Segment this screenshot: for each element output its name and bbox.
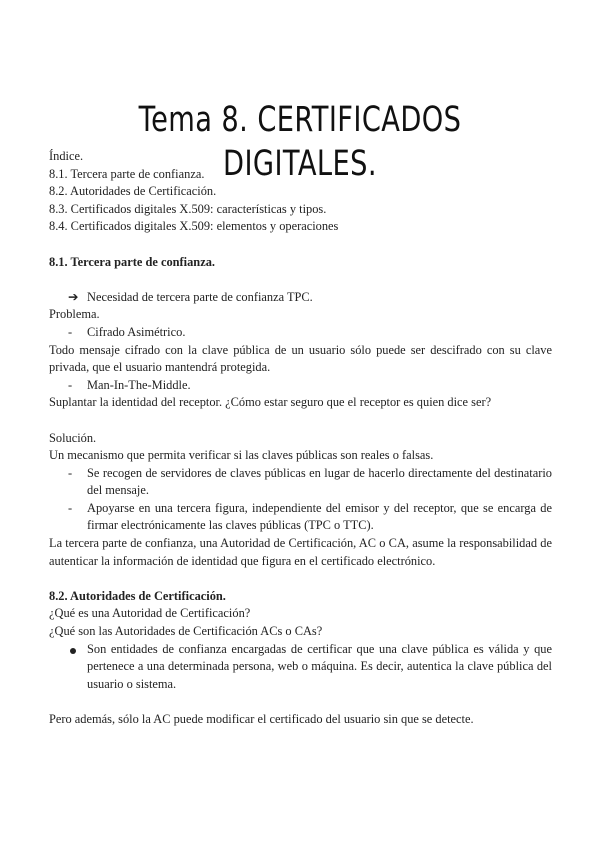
index-item: 8.1. Tercera parte de confianza. [49,166,205,181]
bullet-item-text: Son entidades de confianza encargadas de certificar que una clave pública es válida y que pertenece a una determinada persona, web o máquina. Es decir, autentica la clave pública del usuario o sistema. [87,641,552,691]
bullet-list-item [49,641,552,694]
bullet-icon [70,648,76,654]
problem-paragraph: Todo mensaje cifrado con la clave pública de un usuario sólo puede ser descifrado con su clave privada, que el usuario mantendrá protegida. [49,342,552,375]
question: ¿Qué son las Autoridades de Certificación ACs o CAs? [49,624,323,639]
dash-icon: - [68,500,73,515]
question: ¿Qué es una Autoridad de Certificación? [49,606,251,621]
index-item: 8.2. Autoridades de Certificación. [49,184,217,199]
dash-list-item [49,465,552,500]
index-item: 8.4. Certificados digitales X.509: elementos y operaciones [49,219,339,234]
final-paragraph: Pero además, sólo la AC puede modificar el certificado del usuario sin que se detecte. [49,712,474,726]
arrow-list-item [49,289,552,307]
index-item: 8.3. Certificados digitales X.509: características y tipos. [49,201,327,216]
arrow-item-text: Necesidad de tercera parte de confianza TPC. [87,289,313,304]
dash-icon: - [68,377,73,392]
page-title: Tema 8. CERTIFICADOS DIGITALES. [138,100,462,185]
solution-label: Solución. [49,430,97,445]
arrow-icon: ➔ [68,289,79,304]
solution-paragraph: La tercera parte de confianza, una Autoridad de Certificación, AC o CA, asume la responsabilidad de autenticar la información de identidad que figura en el certificado electrónico. [49,536,552,568]
dash-icon: - [68,324,73,339]
dash-list-item [49,500,552,535]
dash-item-text: Man-In-The-Middle. [87,377,191,392]
spacer [49,570,552,588]
spacer [49,236,552,254]
spacer [49,412,552,430]
dash-list-item [49,377,552,395]
dash-icon: - [68,465,73,480]
document-body [49,148,552,729]
spacer [49,271,552,289]
problem-paragraph: Suplantar la identidad del receptor. ¿Cómo estar seguro que el receptor es quien dice ser? [49,395,492,410]
spacer [49,693,552,711]
section-heading-8-2: 8.2. Autoridades de Certificación. [49,588,226,603]
index-heading: Índice. [49,149,84,163]
dash-list-item [49,324,552,342]
dash-item-text: Apoyarse en una tercera figura, independiente del emisor y del receptor, que se encarga de firmar electrónicamente las claves públicas (TPC o TTC). [87,500,552,533]
dash-item-text: Se recogen de servidores de claves públicas en lugar de hacerlo directamente del destinatario del mensaje. [87,465,552,498]
section-heading-8-1: 8.1. Tercera parte de confianza. [49,254,215,269]
problem-label: Problema. [49,307,100,322]
solution-intro: Un mecanismo que permita verificar si las claves públicas son reales o falsas. [49,448,434,463]
dash-item-text: Cifrado Asimétrico. [87,324,186,339]
